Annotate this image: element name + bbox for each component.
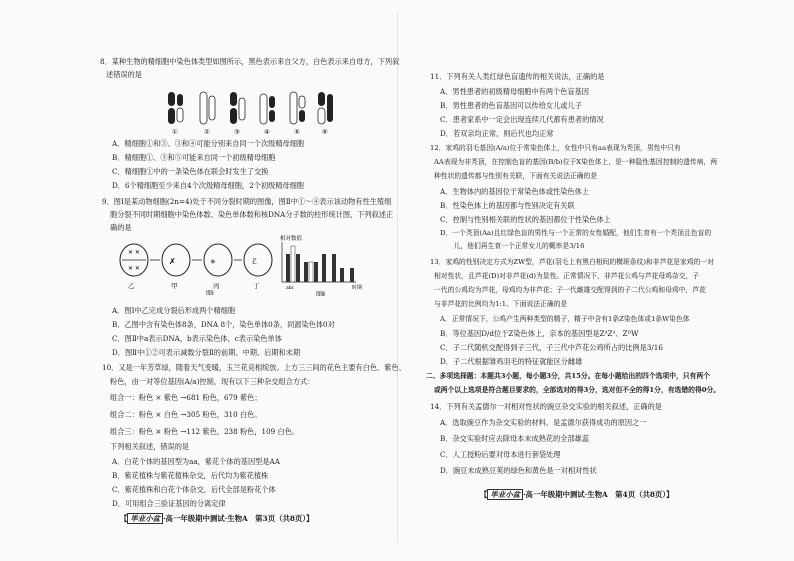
q12-stem-1: 12．家鸡的羽毛基因(A/a)位于常染色体上，女性中只有aa表现为秃顶，男性中只有	[430, 144, 681, 152]
q14-stem: 14．下列有关孟德尔一对相对性状的豌豆杂交实验的相关叙述，正确的是	[430, 402, 662, 411]
q13-stem-1: 13．家鸡的性别决定方式为ZW型，芦花(羽毛上有黑白相间的横斑条纹)和非芦花是家鸡的一对	[430, 258, 714, 266]
q12-stem-3: 种性状的遗传都与性别有关联，下面有关说法正确的是	[434, 172, 598, 180]
q11-option-a: A．男性患者的初级精母细胞中有两个色盲基因	[440, 87, 589, 96]
cell-label-yi: 乙	[128, 282, 135, 290]
q8-option-a: A．精细胞①和⑤、③和④可能分别来自同一个次级精母细胞	[112, 139, 305, 148]
chromosome-2	[200, 92, 215, 124]
page-divider	[397, 12, 398, 542]
figure-2-x-label: 时期	[352, 285, 363, 291]
q9-stem-1: 9．图Ⅰ是某动物细胞(2n=4)处于不同分裂时期的图像，图Ⅱ中①～④表示该动物有性生殖细	[102, 197, 392, 206]
q11-option-c: C．患者家系中一定会出现连续几代都有患者的情况	[440, 115, 604, 124]
q10-combo-2: 组合二：粉色 × 白色 →305 粉色，310 白色。	[110, 410, 262, 419]
q9-option-b: B．乙图中含有染色体8条，DNA 8个，染色单体0条，同源染色体0对	[112, 320, 335, 329]
chromosome-5	[290, 92, 305, 124]
q9-figure-2	[276, 232, 368, 298]
q12-option-d-cont: 儿，他们再生育一个正常女儿的概率是3/16	[440, 242, 585, 250]
q9-figure-1	[116, 236, 274, 296]
svg-text:✳: ✳	[210, 258, 216, 266]
q13-stem-2: 相对性状，且芦花(D)对非芦花(d)为显性。正常情况下，非芦花公鸡与芦花母鸡杂交，子	[434, 272, 700, 280]
q13-option-a: A．正常情况下，公鸡产生两种类型的精子，精子中含有1条Z染色体或1条W染色体	[440, 315, 690, 323]
q13-option-c: C．子二代随机交配得到子三代，子三代中芦花公鸡所占的比例是3/16	[440, 343, 663, 352]
q10-option-a: A．白花个体的基因型为aa，紫花个体的基因型是AA	[112, 457, 280, 466]
q12-option-b: B．性染色体上的基因都与性别决定有关联	[440, 201, 575, 210]
q12-option-a: A．生物体内的基因位于常染色体或性染色体上	[440, 187, 589, 196]
q12-option-d: D．一个秃顶(Aa)且红绿色盲的男性与一个正常的女性婚配，他们生育有一个秃顶且色盲的	[440, 229, 712, 237]
q9-option-a: A．图Ⅰ中乙完成分裂后形成两个精细胞	[112, 306, 236, 315]
chromosome-4	[260, 94, 275, 124]
section-2-heading-1: 二、多项选择题：本题共3小题，每小题3分，共15分。在每小题给出的四个选项中，只有两个	[426, 372, 710, 380]
chromosome-1	[168, 92, 183, 124]
chromosome-label-2: ②	[204, 128, 210, 136]
left-footer-text: ·高一年级期中测试·生物A 第3页（共8页）	[162, 514, 307, 523]
chromosome-label-1: ①	[172, 128, 178, 136]
q10-option-d: D．可用组合三验证基因的分离定律	[112, 499, 226, 508]
svg-text:✕ ✕: ✕ ✕	[128, 265, 140, 272]
q12-stem-2: AA表现为非秃顶，在控制色盲的基因(B/b)位于X染色体上，是一种隐性基因控制的遗传病，两	[434, 158, 718, 166]
brand-logo: 毕业小盆	[127, 513, 163, 524]
q14-option-d: D．豌豆未成熟豆荚的绿色和黄色是一对相对性状	[440, 466, 597, 475]
q8-option-d: D．6个精细胞至少来自4个次级精母细胞，2个初级精母细胞	[112, 181, 304, 190]
left-page-footer: 【 毕业小盆 ·高一年级期中测试·生物A 第3页（共8页）】	[120, 514, 314, 523]
q8-option-b: B．精细胞①、③和⑤可能来自同一个初级精母细胞	[112, 153, 276, 162]
right-page-footer: 【 毕业小盆 ·高一年级期中测试·生物A 第4页（共8页）】	[480, 490, 674, 499]
q8-stem-2: 述错误的是	[106, 70, 142, 79]
figure-2-bars	[286, 246, 354, 282]
figure-1-caption: 图Ⅰ	[206, 290, 214, 296]
q13-option-b: B．等位基因D/d位于Z染色体上，亲本的基因型是ZᵈZᵈ、ZᴰW	[440, 329, 639, 338]
svg-text:✗: ✗	[169, 257, 176, 266]
q9-stem-2: 胞分裂不同时期细胞中染色体数、染色单体数和核DNA分子数的柱形统计图，下列叙述正	[110, 210, 394, 219]
q12-option-c: C．控制与性别相关联的性状的基因都位于性染色体上	[440, 215, 611, 224]
q14-option-a: A．选取豌豆作为杂交实验的材料，是孟德尔获得成功的原因之一	[440, 418, 647, 427]
q8-chromosome-figure	[160, 88, 340, 136]
svg-text:ℰ: ℰ	[252, 257, 257, 266]
q11-stem: 11．下列有关人类红绿色盲遗传的相关说法，正确的是	[430, 72, 605, 81]
q10-option-b: B．紫花植株与紫花植株杂交，后代均为紫花植株	[112, 471, 269, 480]
chromosome-label-4: ④	[264, 128, 270, 136]
brand-logo: 毕业小盆	[487, 489, 523, 500]
q13-stem-3: 一代的公鸡均为芦花，母鸡均为非芦花；子一代雌雄交配得到的子二代公鸡和母鸡中，芦花	[434, 286, 706, 294]
q14-option-b: B．杂交实验时应去除母本未成熟花的全部雄蕊	[440, 434, 590, 443]
q10-stem-2: 粉色，由一对等位基因(A/a)控制，现有以下三种杂交组合方式：	[110, 377, 315, 386]
chromosome-label-6: ⑥	[322, 128, 328, 136]
q9-option-c: C．图Ⅱ中a表示DNA，b表示染色体，c表示染色单体	[112, 334, 282, 343]
section-2-heading-2: 或两个以上选项是符合题目要求的，全部选对的得3分，选对但不全的得1分，有选错的得0分。	[434, 386, 721, 394]
chromosome-label-5: ⑤	[294, 128, 300, 136]
chromosome-label-3: ③	[234, 128, 240, 136]
chromosome-3	[230, 92, 245, 124]
q10-stem-1: 10．又是一年芳草绿，随着天气变暖，玉兰花竞相绽放。上方三三间的花色主要有白色、紫色、	[102, 363, 406, 372]
figure-2-legend: abc	[286, 286, 295, 291]
cell-label-jia: 甲	[171, 282, 178, 290]
q9-option-d: D．图Ⅱ中①②可表示减数分裂Ⅱ的前期、中期、后期和末期	[112, 348, 301, 357]
cell-label-bing: 丙	[213, 282, 220, 290]
cell-label-ding: 丁	[253, 282, 260, 290]
q10-option-c: C．紫花植株和白花个体杂交，后代全部是粉花个体	[112, 485, 276, 494]
figure-2-caption: 图Ⅱ	[316, 291, 325, 298]
right-footer-text: ·高一年级期中测试·生物A 第4页（共8页）	[522, 490, 667, 499]
q13-stem-4: 与非芦花的比例均为1:1。下面说法正确的是	[434, 300, 568, 308]
svg-text:✕ ✕: ✕ ✕	[128, 249, 140, 256]
q8-option-c: C．精细胞①中的一条染色体在联会时发生了交换	[112, 167, 269, 176]
figure-2-y-title: 相对数值	[280, 236, 303, 242]
q13-option-d: D．子二代根据雏鸡羽毛的特征就能区分雌雄	[440, 357, 583, 366]
q11-option-d: D．若双亲均正常，则后代也均正常	[440, 129, 554, 138]
chromosome-6	[318, 92, 333, 124]
q11-option-b: B．男性患者的色盲基因可以传给女儿或儿子	[440, 101, 582, 110]
right-page	[404, 0, 794, 561]
q10-combo-1: 组合一：粉色 × 紫色 →681 粉色，679 紫色；	[110, 393, 262, 402]
q8-stem-1: 8．某种生物的精细胞中染色体类型如图所示，黑色表示来自父方，白色表示来自母方，下列叙	[100, 57, 400, 66]
q10-ask: 下列相关叙述，错误的是	[110, 442, 190, 451]
q14-option-c: C．人工授粉后要对母本进行套袋处理	[440, 450, 561, 459]
q9-stem-3: 确的是	[110, 223, 132, 232]
q10-combo-3: 组合三：粉色 × 粉色 →112 紫色，238 粉色，109 白色。	[110, 427, 300, 436]
